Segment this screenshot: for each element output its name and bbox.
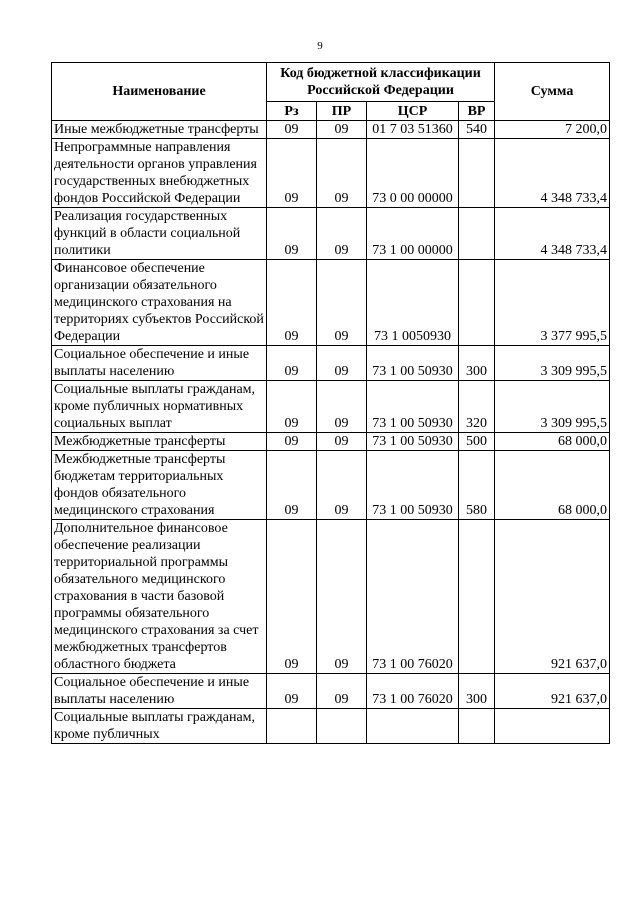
header-vr: ВР (459, 102, 495, 121)
row-pr: 09 (317, 451, 367, 520)
row-csr: 01 7 03 51360 (367, 121, 459, 139)
row-rz: 09 (267, 121, 317, 139)
row-pr: 09 (317, 520, 367, 674)
row-rz: 09 (267, 139, 317, 208)
row-pr: 09 (317, 208, 367, 260)
row-csr: 73 1 00 50930 (367, 346, 459, 381)
row-sum: 4 348 733,4 (495, 139, 610, 208)
row-sum: 3 377 995,5 (495, 260, 610, 346)
row-pr (317, 709, 367, 744)
row-pr: 09 (317, 139, 367, 208)
table-row (52, 520, 610, 674)
row-name: Финансовое обеспечение организации обязательного медицинского страхования на территориях субъектов Российской Федерации (52, 260, 267, 346)
row-pr: 09 (317, 381, 367, 433)
header-csr: ЦСР (367, 102, 459, 121)
row-sum: 3 309 995,5 (495, 346, 610, 381)
table-row (52, 346, 610, 381)
row-csr (367, 709, 459, 744)
row-rz: 09 (267, 451, 317, 520)
row-csr: 73 1 0050930 (367, 260, 459, 346)
row-sum: 7 200,0 (495, 121, 610, 139)
row-vr (459, 139, 495, 208)
row-rz: 09 (267, 260, 317, 346)
row-vr: 500 (459, 433, 495, 451)
row-name: Дополнительное финансовое обеспечение реализации территориальной программы обязательного медицинского страхования в части базовой программы обязательного медицинского страхования за счет межбюджетных трансфертов областного бюджета (52, 520, 267, 674)
row-pr: 09 (317, 121, 367, 139)
table-row (52, 451, 610, 520)
row-pr: 09 (317, 433, 367, 451)
row-vr (459, 208, 495, 260)
row-csr: 73 1 00 50930 (367, 451, 459, 520)
row-csr: 73 1 00 76020 (367, 674, 459, 709)
table-row (52, 433, 610, 451)
table-row (52, 381, 610, 433)
page-number: 9 (317, 40, 323, 52)
row-rz: 09 (267, 381, 317, 433)
row-pr: 09 (317, 260, 367, 346)
row-name: Межбюджетные трансферты бюджетам территориальных фондов обязательного медицинского страхования (52, 451, 267, 520)
table-row (52, 674, 610, 709)
row-pr: 09 (317, 346, 367, 381)
row-name: Социальное обеспечение и иные выплаты населению (52, 674, 267, 709)
row-csr: 73 1 00 50930 (367, 381, 459, 433)
row-vr: 300 (459, 674, 495, 709)
budget-table (51, 62, 610, 744)
header-sum: Сумма (495, 63, 610, 121)
row-rz: 09 (267, 520, 317, 674)
row-name: Межбюджетные трансферты (52, 433, 267, 451)
row-vr: 300 (459, 346, 495, 381)
row-sum: 921 637,0 (495, 674, 610, 709)
row-sum: 68 000,0 (495, 433, 610, 451)
row-sum: 921 637,0 (495, 520, 610, 674)
row-sum: 4 348 733,4 (495, 208, 610, 260)
row-name: Социальные выплаты гражданам, кроме публичных нормативных социальных выплат (52, 381, 267, 433)
header-pr: ПР (317, 102, 367, 121)
row-csr: 73 1 00 50930 (367, 433, 459, 451)
row-rz: 09 (267, 208, 317, 260)
table-row (52, 709, 610, 744)
row-csr: 73 1 00 00000 (367, 208, 459, 260)
row-vr (459, 709, 495, 744)
row-name: Иные межбюджетные трансферты (52, 121, 267, 139)
row-sum: 3 309 995,5 (495, 381, 610, 433)
table-row (52, 139, 610, 208)
row-name: Реализация государственных функций в области социальной политики (52, 208, 267, 260)
row-name: Социальное обеспечение и иные выплаты населению (52, 346, 267, 381)
row-vr: 320 (459, 381, 495, 433)
row-vr: 540 (459, 121, 495, 139)
header-code-group: Код бюджетной классификации Российской Федерации (267, 63, 495, 102)
header-name: Наименование (52, 63, 267, 121)
row-rz (267, 709, 317, 744)
table-row (52, 121, 610, 139)
row-csr: 73 0 00 00000 (367, 139, 459, 208)
row-sum: 68 000,0 (495, 451, 610, 520)
row-name: Социальные выплаты гражданам, кроме публичных (52, 709, 267, 744)
row-pr: 09 (317, 674, 367, 709)
header-rz: Рз (267, 102, 317, 121)
row-rz: 09 (267, 346, 317, 381)
row-rz: 09 (267, 433, 317, 451)
row-vr: 580 (459, 451, 495, 520)
table-row (52, 260, 610, 346)
row-sum (495, 709, 610, 744)
table-row (52, 208, 610, 260)
row-csr: 73 1 00 76020 (367, 520, 459, 674)
row-rz: 09 (267, 674, 317, 709)
row-name: Непрограммные направления деятельности органов управления государственных внебюджетных фондов Российской Федерации (52, 139, 267, 208)
row-vr (459, 260, 495, 346)
row-vr (459, 520, 495, 674)
